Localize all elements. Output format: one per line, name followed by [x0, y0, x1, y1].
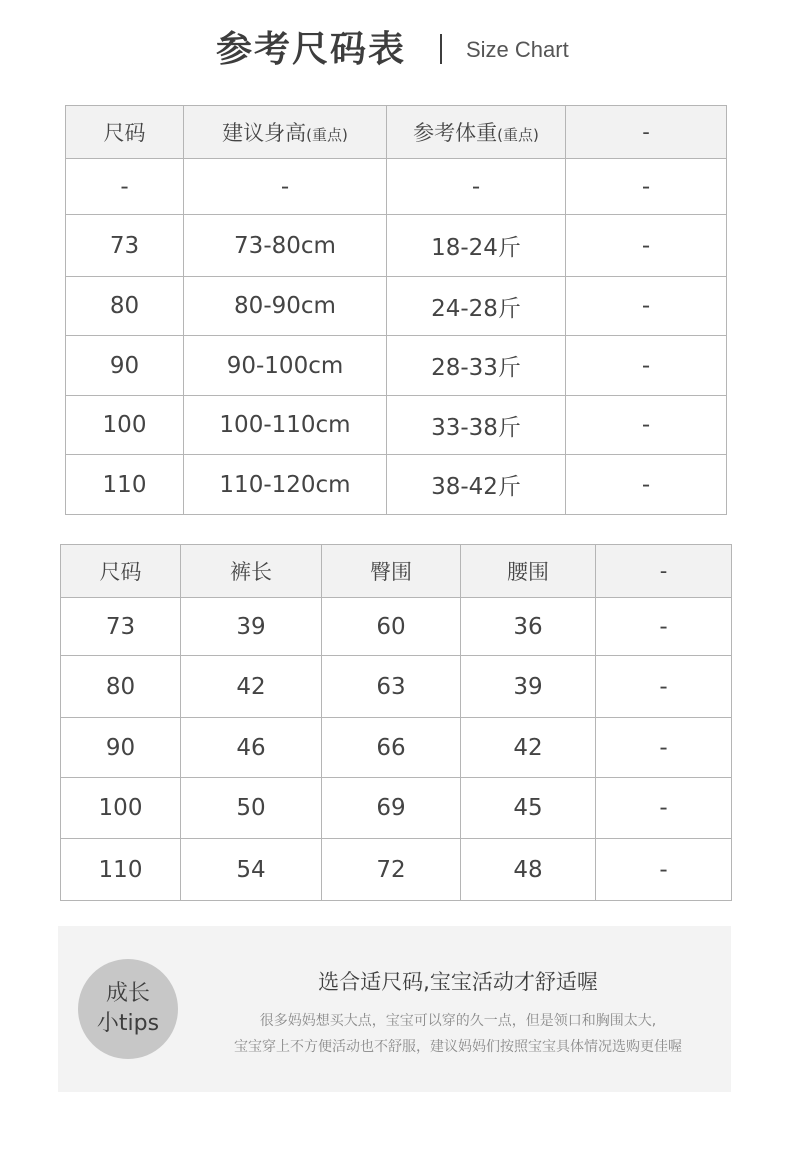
table-cell: 80: [66, 277, 184, 336]
table-cell: 69: [322, 778, 461, 839]
table-cell: 110: [66, 455, 184, 515]
table-cell: -: [596, 656, 732, 718]
table-cell: -: [566, 336, 727, 396]
table-cell: -: [387, 159, 566, 215]
table-cell: -: [184, 159, 387, 215]
height-weight-table: [65, 105, 727, 515]
table-cell: 100: [61, 778, 181, 839]
table-row: [66, 396, 727, 455]
table-row: [61, 839, 732, 901]
header-cell-extra: -: [566, 106, 727, 159]
table-header-row: [61, 545, 732, 598]
tips-panel: [58, 926, 731, 1092]
tips-text-line-1: 很多妈妈想买大点，宝宝可以穿的久一点，但是领口和胸围太大,: [259, 1013, 657, 1029]
table-cell: 66: [322, 718, 461, 778]
table-cell: -: [566, 277, 727, 336]
table-cell: -: [566, 159, 727, 215]
table-row: [61, 718, 732, 778]
table-cell: 63: [322, 656, 461, 718]
page-subtitle: Size Chart: [466, 37, 569, 62]
table-cell: 54: [181, 839, 322, 901]
table-row: [66, 455, 727, 515]
table-cell: 24-28斤: [387, 277, 566, 336]
header-cell-extra: -: [596, 545, 732, 598]
garment-measurement-table: [60, 544, 732, 901]
table-cell: 90-100cm: [184, 336, 387, 396]
tips-badge-line2: 小tips: [96, 1011, 160, 1036]
table-cell: -: [566, 215, 727, 277]
table-cell: -: [566, 455, 727, 515]
table-row: [61, 598, 732, 656]
table-cell: 90: [61, 718, 181, 778]
table-cell: 36: [461, 598, 596, 656]
table-cell: 73-80cm: [184, 215, 387, 277]
header-cell-size: 尺码: [61, 545, 181, 598]
table-cell: 90: [66, 336, 184, 396]
table-cell: 42: [461, 718, 596, 778]
title-divider: [440, 34, 442, 64]
table-cell: 42: [181, 656, 322, 718]
table-cell: -: [66, 159, 184, 215]
table-cell: 110-120cm: [184, 455, 387, 515]
table-cell: 48: [461, 839, 596, 901]
table-cell: 100: [66, 396, 184, 455]
table-cell: 50: [181, 778, 322, 839]
table-row: [66, 277, 727, 336]
table-cell: 39: [181, 598, 322, 656]
header-cell-waist: 腰围: [461, 545, 596, 598]
table-cell: 18-24斤: [387, 215, 566, 277]
table-cell: 72: [322, 839, 461, 901]
header-cell-pants-length: 裤长: [181, 545, 322, 598]
table-cell: 73: [61, 598, 181, 656]
table-cell: -: [596, 598, 732, 656]
table-row: [61, 656, 732, 718]
table-cell: 80: [61, 656, 181, 718]
page-title: 参考尺码表: [216, 29, 407, 70]
table-cell: -: [596, 778, 732, 839]
table-cell: 60: [322, 598, 461, 656]
table-cell: 46: [181, 718, 322, 778]
table-row: [61, 778, 732, 839]
table-cell: 73: [66, 215, 184, 277]
tips-title: 选合适尺码,宝宝活动才舒适喔: [318, 970, 598, 994]
tips-badge-line1: 成长: [105, 981, 150, 1006]
tips-text-line-2: 宝宝穿上不方便活动也不舒服，建议妈妈们按照宝宝具体情况选购更佳喔: [234, 1039, 682, 1055]
table-cell: 33-38斤: [387, 396, 566, 455]
header-cell-size: 尺码: [66, 106, 184, 159]
table-cell: 39: [461, 656, 596, 718]
header-cell-hip: 臀围: [322, 545, 461, 598]
table-cell: -: [566, 396, 727, 455]
table-cell: 38-42斤: [387, 455, 566, 515]
tips-badge: [78, 959, 178, 1059]
table-row: [66, 336, 727, 396]
table-cell: 80-90cm: [184, 277, 387, 336]
table-cell: 45: [461, 778, 596, 839]
table-cell: -: [596, 839, 732, 901]
table-cell: -: [596, 718, 732, 778]
header-cell-weight: 参考体重(重点): [387, 106, 566, 159]
table-cell: 110: [61, 839, 181, 901]
table-row: [66, 215, 727, 277]
header-cell-height: 建议身高(重点): [184, 106, 387, 159]
page-header: [0, 26, 790, 74]
table-cell: 28-33斤: [387, 336, 566, 396]
table-cell: 100-110cm: [184, 396, 387, 455]
table-header-row: [66, 106, 727, 159]
table-row: [66, 159, 727, 215]
